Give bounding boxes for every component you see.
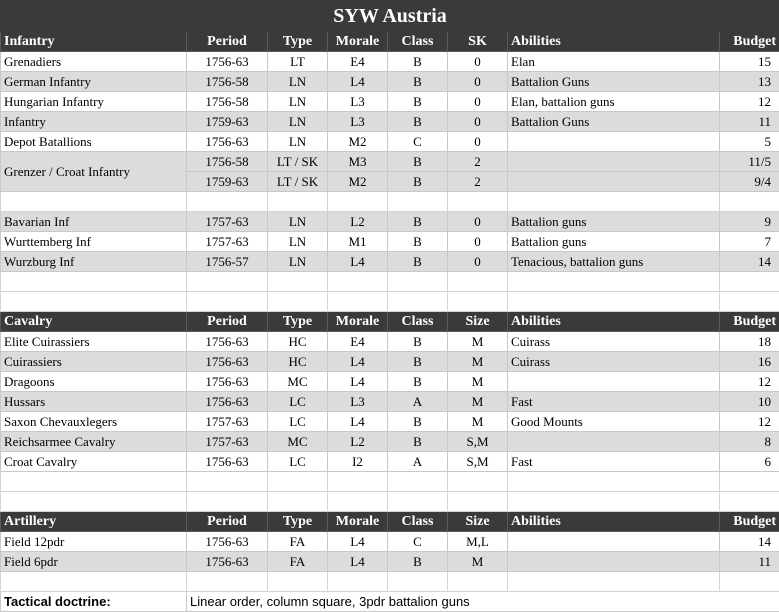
empty-cell bbox=[268, 192, 328, 212]
artillery-cell-type: FA bbox=[268, 532, 328, 552]
cavalry-cell-abilities bbox=[508, 432, 720, 452]
empty-cell bbox=[448, 272, 508, 292]
title-row bbox=[1, 1, 779, 32]
infantry-cell-class: C bbox=[388, 132, 448, 152]
cavalry-table-row bbox=[1, 432, 779, 452]
empty-cell bbox=[187, 572, 268, 592]
infantry-table-row bbox=[1, 132, 779, 152]
infantry-cell-period: 1756-57 bbox=[187, 252, 268, 272]
infantry-cell-abilities: Tenacious, battalion guns bbox=[508, 252, 720, 272]
infantry-cell-class: B bbox=[388, 152, 448, 172]
infantry-table-row bbox=[1, 72, 779, 92]
infantry-cell-budget: 15 bbox=[720, 52, 779, 72]
empty-cell bbox=[1, 192, 187, 212]
infantry-cell-morale: L2 bbox=[328, 212, 388, 232]
cavalry-cell-name: Elite Cuirassiers bbox=[1, 332, 187, 352]
artillery-header-row bbox=[1, 512, 779, 532]
infantry-cell-budget: 13 bbox=[720, 72, 779, 92]
infantry-cell-name: Wurttemberg Inf bbox=[1, 232, 187, 252]
cavalry-cell-period: 1757-63 bbox=[187, 412, 268, 432]
empty-cell bbox=[187, 272, 268, 292]
empty-cell bbox=[328, 292, 388, 312]
infantry-cell-extra: 0 bbox=[448, 132, 508, 152]
cavalry-header-row bbox=[1, 312, 779, 332]
cavalry-table-row bbox=[1, 452, 779, 472]
artillery-table-row bbox=[1, 532, 779, 552]
empty-cell bbox=[268, 292, 328, 312]
cavalry-cell-morale: L2 bbox=[328, 432, 388, 452]
cavalry-cell-abilities: Cuirass bbox=[508, 332, 720, 352]
empty-cell bbox=[448, 292, 508, 312]
cavalry-cell-morale: L4 bbox=[328, 412, 388, 432]
infantry-cell-name: Bavarian Inf bbox=[1, 212, 187, 232]
infantry-cell-morale: L4 bbox=[328, 252, 388, 272]
cavalry-header-type: Type bbox=[268, 312, 328, 332]
infantry-cell-budget: 11/5 bbox=[720, 152, 779, 172]
empty-cell bbox=[508, 292, 720, 312]
infantry-header-period: Period bbox=[187, 32, 268, 52]
artillery-cell-morale: L4 bbox=[328, 552, 388, 572]
infantry-cell-budget: 5 bbox=[720, 132, 779, 152]
empty-cell bbox=[720, 292, 779, 312]
cavalry-cell-type: HC bbox=[268, 352, 328, 372]
infantry-cell-period: 1757-63 bbox=[187, 212, 268, 232]
empty-cell bbox=[388, 272, 448, 292]
empty-cell bbox=[1, 572, 187, 592]
infantry-cell-abilities: Battalion Guns bbox=[508, 72, 720, 92]
cavalry-cell-morale: L4 bbox=[328, 372, 388, 392]
cavalry-cell-class: A bbox=[388, 392, 448, 412]
cavalry-cell-class: B bbox=[388, 352, 448, 372]
infantry-cell-budget: 9 bbox=[720, 212, 779, 232]
cavalry-cell-type: MC bbox=[268, 432, 328, 452]
cavalry-cell-class: B bbox=[388, 432, 448, 452]
empty-cell bbox=[508, 272, 720, 292]
cavalry-cell-extra: S,M bbox=[448, 432, 508, 452]
artillery-header-name: Artillery bbox=[1, 512, 187, 532]
infantry-cell-morale: L3 bbox=[328, 92, 388, 112]
infantry-cell-extra: 0 bbox=[448, 92, 508, 112]
cavalry-cell-budget: 18 bbox=[720, 332, 779, 352]
artillery-cell-extra: M bbox=[448, 552, 508, 572]
empty-cell bbox=[508, 472, 720, 492]
infantry-cell-type: LT bbox=[268, 52, 328, 72]
infantry-cell-period: 1756-58 bbox=[187, 72, 268, 92]
artillery-cell-name: Field 12pdr bbox=[1, 532, 187, 552]
cavalry-cell-morale: I2 bbox=[328, 452, 388, 472]
artillery-header-abilities: Abilities bbox=[508, 512, 720, 532]
cavalry-cell-class: B bbox=[388, 412, 448, 432]
cavalry-cell-period: 1756-63 bbox=[187, 332, 268, 352]
infantry-cell-class: B bbox=[388, 52, 448, 72]
infantry-header-type: Type bbox=[268, 32, 328, 52]
infantry-cell-type: LN bbox=[268, 212, 328, 232]
empty-cell bbox=[388, 192, 448, 212]
cavalry-cell-period: 1757-63 bbox=[187, 432, 268, 452]
artillery-cell-type: FA bbox=[268, 552, 328, 572]
infantry-cell-class: B bbox=[388, 172, 448, 192]
empty-cell bbox=[268, 472, 328, 492]
artillery-header-budget: Budget bbox=[720, 512, 779, 532]
cavalry-cell-extra: M bbox=[448, 392, 508, 412]
empty-cell bbox=[328, 192, 388, 212]
empty-cell bbox=[508, 572, 720, 592]
infantry-cell-period: 1756-63 bbox=[187, 52, 268, 72]
infantry-cell-abilities bbox=[508, 132, 720, 152]
infantry-cell-name: German Infantry bbox=[1, 72, 187, 92]
cavalry-table-row bbox=[1, 412, 779, 432]
infantry-cell-type: LN bbox=[268, 72, 328, 92]
infantry-cell-name: Hungarian Infantry bbox=[1, 92, 187, 112]
infantry-cell-abilities: Battalion guns bbox=[508, 232, 720, 252]
infantry-cell-type: LN bbox=[268, 252, 328, 272]
infantry-table-row bbox=[1, 232, 779, 252]
infantry-cell-budget: 12 bbox=[720, 92, 779, 112]
cavalry-table-row bbox=[1, 332, 779, 352]
cavalry-table-row bbox=[1, 372, 779, 392]
cavalry-cell-budget: 8 bbox=[720, 432, 779, 452]
infantry-header-row bbox=[1, 32, 779, 52]
infantry-cell-type: LT / SK bbox=[268, 172, 328, 192]
cavalry-cell-extra: M bbox=[448, 372, 508, 392]
infantry-cell-abilities: Battalion guns bbox=[508, 212, 720, 232]
infantry-cell-abilities: Elan bbox=[508, 52, 720, 72]
empty-cell bbox=[268, 572, 328, 592]
empty-cell bbox=[720, 492, 779, 512]
infantry-cell-morale: M2 bbox=[328, 132, 388, 152]
infantry-cell-class: B bbox=[388, 232, 448, 252]
cavalry-cell-name: Reichsarmee Cavalry bbox=[1, 432, 187, 452]
artillery-header-class: Class bbox=[388, 512, 448, 532]
cavalry-cell-extra: M bbox=[448, 332, 508, 352]
cavalry-spacer-row bbox=[1, 492, 779, 512]
cavalry-cell-period: 1756-63 bbox=[187, 352, 268, 372]
cavalry-cell-extra: S,M bbox=[448, 452, 508, 472]
cavalry-cell-name: Cuirassiers bbox=[1, 352, 187, 372]
cavalry-cell-class: B bbox=[388, 372, 448, 392]
artillery-cell-period: 1756-63 bbox=[187, 532, 268, 552]
cavalry-header-abilities: Abilities bbox=[508, 312, 720, 332]
cavalry-header-class: Class bbox=[388, 312, 448, 332]
infantry-header-abilities: Abilities bbox=[508, 32, 720, 52]
infantry-header-budget: Budget bbox=[720, 32, 779, 52]
empty-cell bbox=[388, 472, 448, 492]
infantry-spacer-row bbox=[1, 292, 779, 312]
empty-cell bbox=[1, 472, 187, 492]
empty-cell bbox=[388, 492, 448, 512]
infantry-cell-type: LN bbox=[268, 232, 328, 252]
infantry-cell-abilities bbox=[508, 172, 720, 192]
cavalry-cell-name: Saxon Chevauxlegers bbox=[1, 412, 187, 432]
empty-cell bbox=[448, 572, 508, 592]
cavalry-cell-name: Hussars bbox=[1, 392, 187, 412]
infantry-header-morale: Morale bbox=[328, 32, 388, 52]
infantry-cell-extra: 0 bbox=[448, 112, 508, 132]
empty-cell bbox=[1, 272, 187, 292]
empty-cell bbox=[720, 272, 779, 292]
cavalry-cell-period: 1756-63 bbox=[187, 392, 268, 412]
cavalry-cell-abilities: Fast bbox=[508, 392, 720, 412]
artillery-spacer-row bbox=[1, 572, 779, 592]
cavalry-table-row bbox=[1, 392, 779, 412]
doctrine-row bbox=[1, 592, 779, 612]
infantry-header-class: Class bbox=[388, 32, 448, 52]
cavalry-cell-budget: 12 bbox=[720, 412, 779, 432]
page-title: SYW Austria bbox=[1, 1, 779, 32]
artillery-header-type: Type bbox=[268, 512, 328, 532]
infantry-cell-type: LT / SK bbox=[268, 152, 328, 172]
artillery-cell-budget: 14 bbox=[720, 532, 779, 552]
infantry-cell-morale: E4 bbox=[328, 52, 388, 72]
empty-cell bbox=[720, 572, 779, 592]
infantry-cell-budget: 11 bbox=[720, 112, 779, 132]
cavalry-cell-abilities: Fast bbox=[508, 452, 720, 472]
infantry-cell-class: B bbox=[388, 72, 448, 92]
cavalry-cell-type: HC bbox=[268, 332, 328, 352]
infantry-header-name: Infantry bbox=[1, 32, 187, 52]
cavalry-cell-budget: 6 bbox=[720, 452, 779, 472]
infantry-cell-name: Grenzer / Croat Infantry bbox=[1, 152, 187, 192]
cavalry-table-row bbox=[1, 352, 779, 372]
cavalry-spacer-row bbox=[1, 472, 779, 492]
cavalry-cell-morale: E4 bbox=[328, 332, 388, 352]
cavalry-cell-type: LC bbox=[268, 412, 328, 432]
cavalry-cell-abilities: Cuirass bbox=[508, 352, 720, 372]
infantry-cell-period: 1759-63 bbox=[187, 172, 268, 192]
infantry-cell-period: 1756-58 bbox=[187, 152, 268, 172]
infantry-cell-extra: 0 bbox=[448, 72, 508, 92]
artillery-cell-budget: 11 bbox=[720, 552, 779, 572]
empty-cell bbox=[388, 292, 448, 312]
infantry-table-row bbox=[1, 52, 779, 72]
infantry-cell-name: Grenadiers bbox=[1, 52, 187, 72]
empty-cell bbox=[328, 492, 388, 512]
cavalry-header-extra: Size bbox=[448, 312, 508, 332]
artillery-header-period: Period bbox=[187, 512, 268, 532]
infantry-cell-morale: L3 bbox=[328, 112, 388, 132]
infantry-cell-type: LN bbox=[268, 132, 328, 152]
infantry-cell-budget: 7 bbox=[720, 232, 779, 252]
infantry-cell-type: LN bbox=[268, 112, 328, 132]
infantry-cell-period: 1756-63 bbox=[187, 132, 268, 152]
infantry-cell-budget: 14 bbox=[720, 252, 779, 272]
infantry-cell-class: B bbox=[388, 112, 448, 132]
empty-cell bbox=[448, 472, 508, 492]
infantry-cell-extra: 2 bbox=[448, 172, 508, 192]
empty-cell bbox=[720, 472, 779, 492]
empty-cell bbox=[328, 272, 388, 292]
infantry-cell-abilities bbox=[508, 152, 720, 172]
infantry-cell-period: 1759-63 bbox=[187, 112, 268, 132]
empty-cell bbox=[1, 492, 187, 512]
infantry-spacer-row bbox=[1, 272, 779, 292]
cavalry-cell-type: LC bbox=[268, 452, 328, 472]
infantry-cell-abilities: Elan, battalion guns bbox=[508, 92, 720, 112]
cavalry-cell-name: Croat Cavalry bbox=[1, 452, 187, 472]
empty-cell bbox=[448, 192, 508, 212]
infantry-cell-period: 1757-63 bbox=[187, 232, 268, 252]
doctrine-text: Linear order, column square, 3pdr battalion guns bbox=[187, 592, 779, 612]
infantry-cell-extra: 2 bbox=[448, 152, 508, 172]
empty-cell bbox=[328, 572, 388, 592]
infantry-table-row bbox=[1, 112, 779, 132]
empty-cell bbox=[1, 292, 187, 312]
empty-cell bbox=[508, 192, 720, 212]
empty-cell bbox=[508, 492, 720, 512]
cavalry-header-period: Period bbox=[187, 312, 268, 332]
cavalry-cell-budget: 16 bbox=[720, 352, 779, 372]
empty-cell bbox=[448, 492, 508, 512]
empty-cell bbox=[720, 192, 779, 212]
empty-cell bbox=[388, 572, 448, 592]
cavalry-cell-type: LC bbox=[268, 392, 328, 412]
artillery-cell-abilities bbox=[508, 552, 720, 572]
cavalry-cell-extra: M bbox=[448, 352, 508, 372]
infantry-cell-extra: 0 bbox=[448, 52, 508, 72]
infantry-cell-budget: 9/4 bbox=[720, 172, 779, 192]
infantry-cell-morale: L4 bbox=[328, 72, 388, 92]
infantry-cell-name: Infantry bbox=[1, 112, 187, 132]
artillery-cell-extra: M,L bbox=[448, 532, 508, 552]
empty-cell bbox=[187, 492, 268, 512]
infantry-cell-extra: 0 bbox=[448, 252, 508, 272]
infantry-cell-abilities: Battalion Guns bbox=[508, 112, 720, 132]
empty-cell bbox=[187, 192, 268, 212]
infantry-table-row bbox=[1, 252, 779, 272]
empty-cell bbox=[328, 472, 388, 492]
infantry-grenzer-row bbox=[1, 152, 779, 172]
infantry-cell-class: B bbox=[388, 212, 448, 232]
infantry-table-row bbox=[1, 92, 779, 112]
infantry-cell-extra: 0 bbox=[448, 232, 508, 252]
infantry-table-row bbox=[1, 212, 779, 232]
artillery-header-morale: Morale bbox=[328, 512, 388, 532]
cavalry-cell-type: MC bbox=[268, 372, 328, 392]
infantry-cell-morale: M1 bbox=[328, 232, 388, 252]
cavalry-cell-budget: 12 bbox=[720, 372, 779, 392]
infantry-cell-name: Depot Batallions bbox=[1, 132, 187, 152]
empty-cell bbox=[187, 292, 268, 312]
infantry-header-extra: SK bbox=[448, 32, 508, 52]
cavalry-cell-name: Dragoons bbox=[1, 372, 187, 392]
infantry-cell-class: B bbox=[388, 92, 448, 112]
infantry-cell-type: LN bbox=[268, 92, 328, 112]
cavalry-header-budget: Budget bbox=[720, 312, 779, 332]
artillery-cell-abilities bbox=[508, 532, 720, 552]
infantry-spacer-row bbox=[1, 192, 779, 212]
cavalry-cell-class: A bbox=[388, 452, 448, 472]
doctrine-label: Tactical doctrine: bbox=[1, 592, 187, 612]
cavalry-cell-budget: 10 bbox=[720, 392, 779, 412]
cavalry-cell-period: 1756-63 bbox=[187, 452, 268, 472]
artillery-cell-class: B bbox=[388, 552, 448, 572]
cavalry-cell-abilities: Good Mounts bbox=[508, 412, 720, 432]
cavalry-header-name: Cavalry bbox=[1, 312, 187, 332]
cavalry-cell-class: B bbox=[388, 332, 448, 352]
cavalry-cell-morale: L3 bbox=[328, 392, 388, 412]
infantry-cell-extra: 0 bbox=[448, 212, 508, 232]
infantry-cell-name: Wurzburg Inf bbox=[1, 252, 187, 272]
artillery-cell-morale: L4 bbox=[328, 532, 388, 552]
artillery-cell-name: Field 6pdr bbox=[1, 552, 187, 572]
artillery-table-row bbox=[1, 552, 779, 572]
infantry-cell-period: 1756-58 bbox=[187, 92, 268, 112]
artillery-cell-class: C bbox=[388, 532, 448, 552]
artillery-cell-period: 1756-63 bbox=[187, 552, 268, 572]
cavalry-cell-morale: L4 bbox=[328, 352, 388, 372]
cavalry-header-morale: Morale bbox=[328, 312, 388, 332]
cavalry-cell-extra: M bbox=[448, 412, 508, 432]
cavalry-cell-period: 1756-63 bbox=[187, 372, 268, 392]
empty-cell bbox=[268, 492, 328, 512]
infantry-cell-morale: M2 bbox=[328, 172, 388, 192]
artillery-header-extra: Size bbox=[448, 512, 508, 532]
cavalry-cell-abilities bbox=[508, 372, 720, 392]
empty-cell bbox=[268, 272, 328, 292]
infantry-cell-class: B bbox=[388, 252, 448, 272]
empty-cell bbox=[187, 472, 268, 492]
infantry-cell-morale: M3 bbox=[328, 152, 388, 172]
